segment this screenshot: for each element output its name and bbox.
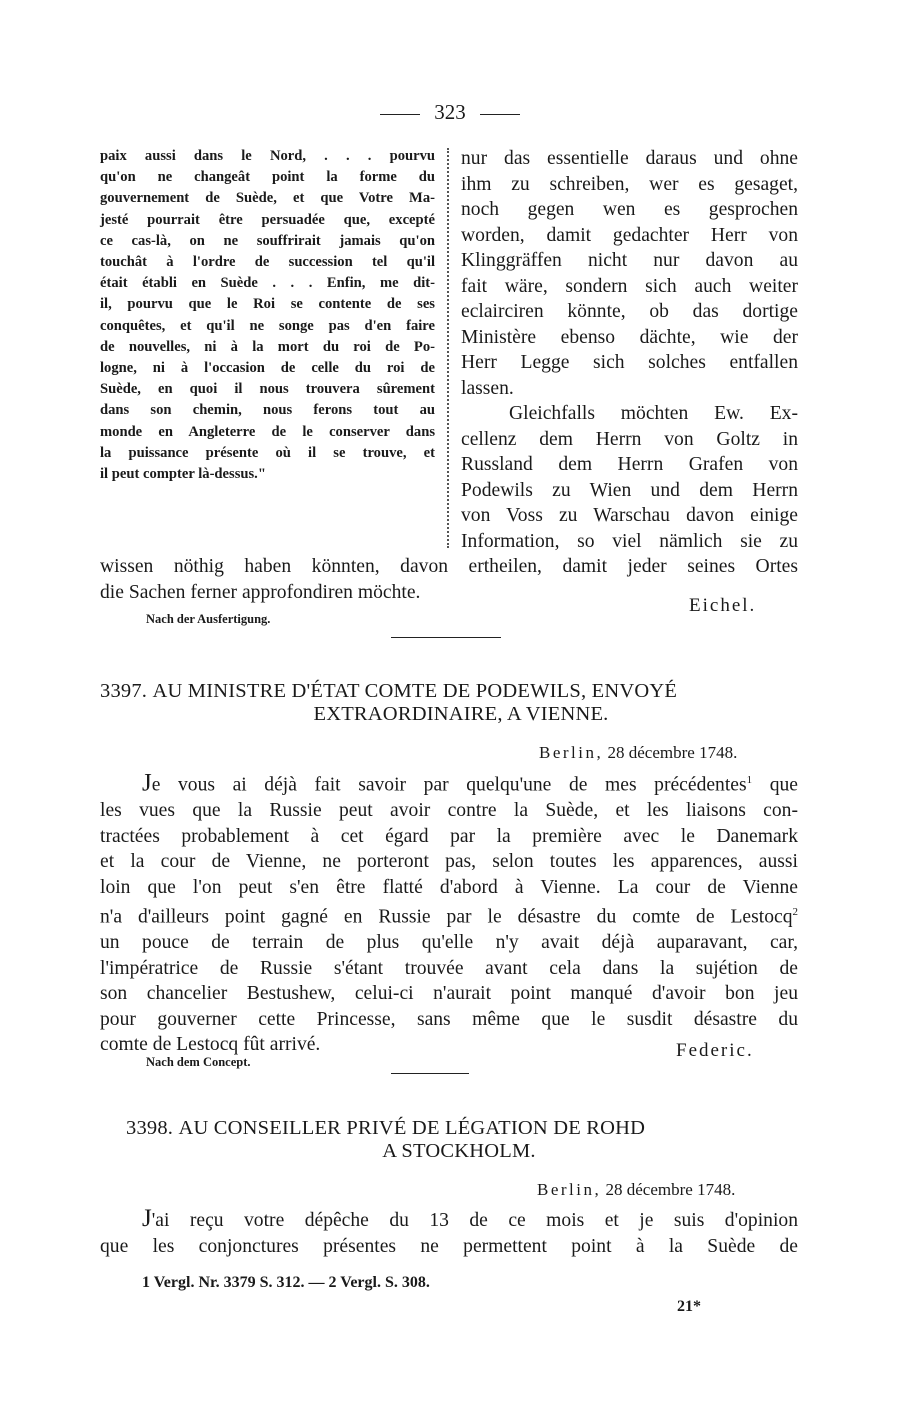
- right-line: nur das essentielle daraus und ohne: [461, 148, 798, 169]
- continuation-line: wissen nöthig haben könnten, davon ertheilen, damit jeder seines Ortes: [100, 556, 798, 577]
- left-line: qu'on ne changeât point la forme du: [100, 169, 435, 186]
- signature-federic: Federic.: [676, 1040, 754, 1061]
- signature-eichel: Eichel.: [689, 595, 757, 616]
- body-line: [100, 768, 798, 798]
- right-line: Information, so viel nämlich sie zu: [461, 530, 798, 552]
- right-column: [461, 146, 798, 554]
- right-line: Gleichfalls möchten Ew. Ex-: [509, 403, 798, 424]
- heading-text: AU MINISTRE D'ÉTAT COMTE DE PODEWILS, ENVOYÉ: [152, 680, 678, 702]
- body-line: tractées probablement à cet égard par la première avec le Danemark: [100, 825, 798, 847]
- body-line: pour gouverner cette Princesse, sans même que le susdit désastre du: [100, 1008, 798, 1030]
- body-line: [100, 1206, 798, 1234]
- body-line-text: e vous ai déjà fait savoir par quelqu'une de mes précédentes: [151, 774, 747, 796]
- heading-text: A STOCKHOLM.: [382, 1140, 536, 1162]
- letter-heading-line: [100, 680, 798, 703]
- right-line: noch gegen wen es gesprochen: [461, 199, 798, 220]
- continuation-line: die Sachen ferner approfondiren möchte.: [100, 581, 421, 603]
- left-line: était établi en Suède . . . Enfin, me dit-: [100, 275, 435, 292]
- left-line: gouvernement de Suède, et que Votre Ma-: [100, 190, 435, 207]
- dateline-place: Berlin,: [537, 1180, 602, 1199]
- right-line: ihm zu schreiben, wer es gesaget,: [461, 173, 798, 195]
- left-line: de nouvelles, ni à la mort du roi de Po-: [100, 338, 435, 355]
- right-line: Podewils zu Wien und dem Herrn: [461, 479, 798, 501]
- footnote-ref: 1: [746, 774, 753, 786]
- right-line: lassen.: [461, 377, 514, 399]
- section-rule: [391, 637, 501, 638]
- letter-heading-line: [100, 1117, 798, 1140]
- body-line: et la cour de Vienne, ne porteront pas, selon toutes les apparences, aussi: [100, 851, 798, 873]
- source-note: Nach der Ausfertigung.: [146, 612, 271, 626]
- right-line: Klinggräffen nicht nur davon au: [461, 250, 798, 271]
- body-line: comte de Lestocq fût arrivé.: [100, 1034, 321, 1056]
- letter-3397-body: [100, 768, 798, 1058]
- section-rule: [391, 1073, 469, 1074]
- heading-text: AU CONSEILLER PRIVÉ DE LÉGATION DE ROHD: [178, 1117, 646, 1139]
- body-line-text: que: [752, 774, 798, 796]
- left-line: il, pourvu que le Roi se contente de ses: [100, 296, 435, 313]
- source-note: Nach dem Concept.: [146, 1055, 251, 1069]
- left-line: ce cas-là, on ne souffrirait jamais qu'on: [100, 232, 435, 249]
- dateline: [539, 743, 737, 763]
- left-column: [100, 146, 435, 485]
- body-line: loin que l'on peut s'en être flatté d'abord à Vienne. La cour de Vienne: [100, 876, 798, 898]
- dateline-place: Berlin,: [539, 743, 604, 762]
- letter-number: 3398.: [126, 1117, 174, 1139]
- body-line: un pouce de terrain de plus qu'elle n'y avait déjà auparavant, car,: [100, 932, 798, 954]
- body-line: [100, 900, 798, 930]
- footnote-ref: 2: [792, 906, 798, 919]
- left-line: Suède, en quoi il nous trouvera sûrement: [100, 381, 435, 398]
- left-line: logne, ni à l'occasion de celle du roi de: [100, 360, 435, 377]
- right-line: cellenz dem Herrn von Goltz in: [461, 428, 798, 450]
- column-divider: [447, 148, 449, 548]
- page-number-rule-right: [480, 114, 520, 115]
- letter-3398-heading: [100, 1117, 798, 1163]
- left-line: conquêtes, et qu'il ne songe pas d'en faire: [100, 317, 435, 334]
- letter-3397-heading: [100, 680, 798, 726]
- signature-mark: 21*: [677, 1298, 701, 1315]
- page-number: 323: [434, 100, 466, 124]
- left-line: dans son chemin, nous ferons tout au: [100, 402, 435, 419]
- left-line: touchât à l'ordre de succession tel qu'il: [100, 254, 435, 271]
- body-line: que les conjonctures présentes ne permettent point à la Suède de: [100, 1235, 798, 1257]
- right-line: Herr Legge sich solches entfallen: [461, 352, 798, 373]
- right-line: Russland dem Herrn Grafen von: [461, 454, 798, 475]
- dateline-date: 28 décembre 1748.: [607, 743, 738, 762]
- letter-3398-body: [100, 1206, 798, 1259]
- letter-number: 3397.: [100, 680, 148, 702]
- left-line: la puissance présente où il se trouve, et: [100, 444, 435, 461]
- right-line: von Voss zu Warschau davon einige: [461, 505, 798, 526]
- body-line: l'impératrice de Russie s'étant trouvée avant cela dans la sujétion de: [100, 957, 798, 979]
- left-line: paix aussi dans le Nord, . . . pourvu: [100, 148, 435, 164]
- left-line: monde en Angleterre de le conserver dans: [100, 423, 435, 440]
- footnotes: 1 Vergl. Nr. 3379 S. 312. — 2 Vergl. S. 308.: [142, 1274, 430, 1291]
- right-line: worden, damit gedachter Herr von: [461, 224, 798, 246]
- dateline: [537, 1180, 735, 1200]
- page-number-rule-left: [380, 114, 420, 115]
- right-line: fait wäre, sondern sich auch weiter: [461, 275, 798, 297]
- left-line: il peut compter là-dessus.": [100, 466, 266, 483]
- body-line-text: n'a d'ailleurs point gagné en Russie par le désastre du comte de Lestocq: [100, 906, 793, 928]
- left-line: jesté pourrait être persuadée que, excepté: [100, 211, 435, 228]
- initial-letter: J: [142, 769, 152, 797]
- right-line: eclairciren könnte, ob das dortige: [461, 301, 798, 322]
- right-line: Ministère ebenso dächte, wie der: [461, 326, 798, 348]
- body-line-text: 'ai reçu votre dépêche du 13 de ce mois et je suis d'opinion: [151, 1210, 798, 1231]
- initial-letter: J: [142, 1205, 152, 1232]
- dateline-date: 28 décembre 1748.: [605, 1180, 736, 1199]
- page-number-row: [0, 100, 900, 125]
- heading-text: EXTRAORDINAIRE, A VIENNE.: [313, 703, 609, 725]
- body-line: les vues que la Russie peut avoir contre la Suède, et les liaisons con-: [100, 800, 798, 822]
- body-line: son chancelier Bestushew, celui-ci n'aurait point manqué d'avoir bon jeu: [100, 983, 798, 1005]
